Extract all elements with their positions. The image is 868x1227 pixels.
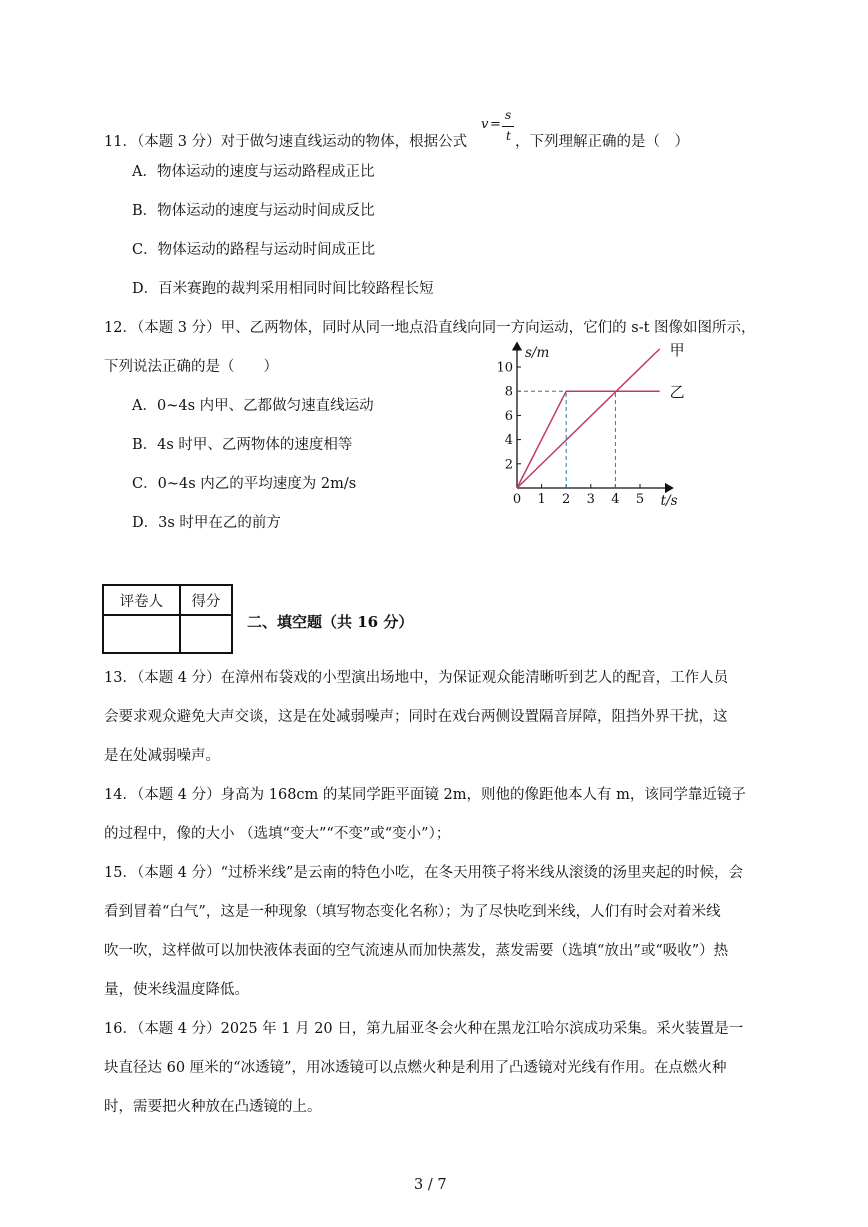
- q12-option-b: B．4s 时甲、乙两物体的速度相等: [132, 437, 353, 453]
- y-tick-label-4: 4: [504, 433, 513, 449]
- y-tick-label-6: 6: [504, 408, 513, 424]
- series-line-yi: [517, 391, 660, 488]
- x-tick-label-3: 3: [586, 492, 595, 507]
- q12-option-d: D．3s 时甲在乙的前方: [132, 515, 281, 531]
- grader-header: 评卷人: [103, 585, 180, 615]
- y-axis-label: s/m: [525, 344, 550, 361]
- q11-option-b: B．物体运动的速度与运动时间成反比: [132, 203, 375, 219]
- series-line-jia: [517, 349, 660, 488]
- q12-option-a: A．0~4s 内甲、乙都做匀速直线运动: [132, 398, 374, 414]
- y-tick-label-2: 2: [504, 457, 513, 473]
- series-label-yi: 乙: [669, 383, 685, 402]
- q15-line3: 吹一吹，这样做可以加快液体表面的空气流速从而加快蒸发，蒸发需要（选填“放出”或“吸收”）热: [104, 943, 729, 959]
- x-tick-label-4: 4: [611, 492, 620, 507]
- q16-line1: 16．（本题 4 分）2025 年 1 月 20 日，第九届亚冬会火种在黑龙江哈尔滨成功采集。采火装置是一: [104, 1021, 744, 1037]
- x-tick-label-2: 2: [562, 492, 571, 507]
- q11-option-d: D．百米赛跑的裁判采用相同时间比较路程长短: [132, 281, 434, 297]
- formula-numerator: s: [505, 108, 512, 122]
- formula-denominator: t: [506, 129, 511, 143]
- q15-line4: 量，使米线温度降低。: [104, 982, 249, 998]
- score-table: [102, 584, 233, 654]
- q12-stem-line1: 12．（本题 3 分）甲、乙两物体，同时从同一地点沿直线向同一方向运动，它们的 s-t 图像如图所示，: [104, 320, 756, 336]
- score-header: 得分: [180, 585, 232, 615]
- q14-line1: 14．（本题 4 分）身高为 168cm 的某同学距平面镜 2m，则他的像距他本人有 m，该同学靠近镜子: [104, 787, 746, 803]
- y-tick-label-8: 8: [504, 384, 513, 400]
- page-number: 3 / 7: [414, 1177, 447, 1193]
- q11-option-c: C．物体运动的路程与运动时间成正比: [132, 242, 376, 258]
- score-cell: [180, 615, 232, 653]
- q16-line3: 时，需要把火种放在凸透镜的上。: [104, 1099, 322, 1115]
- y-tick-label-10: 10: [496, 360, 513, 376]
- x-tick-label-1: 1: [537, 492, 546, 507]
- section-title: 二、填空题（共 16 分）: [247, 613, 414, 631]
- q12-stem-line2: 下列说法正确的是（ ）: [104, 359, 278, 375]
- q15-line2: 看到冒着“白气”，这是一种现象（填写物态变化名称）；为了尽快吃到米线，人们有时会对着米线: [104, 904, 721, 920]
- grader-cell: [103, 615, 180, 653]
- q16-line2: 块直径达 60 厘米的“冰透镜”，用冰透镜可以点燃火种是利用了凸透镜对光线有作用。在点燃火种: [104, 1060, 727, 1076]
- q12-option-c: C．0~4s 内乙的平均速度为 2m/s: [132, 476, 357, 492]
- q11-stem-before: 11．（本题 3 分）对于做匀速直线运动的物体，根据公式: [104, 134, 468, 150]
- x-tick-label-0: 0: [512, 492, 522, 507]
- q15-line1: 15．（本题 4 分）“过桥米线”是云南的特色小吃，在冬天用筷子将米线从滚烫的汤里夹起的时候，会: [104, 865, 743, 881]
- q11-option-a: A．物体运动的速度与运动路程成正比: [132, 164, 375, 180]
- q13-line3: 是在处减弱噪声。: [104, 748, 220, 764]
- q14-line2: 的过程中，像的大小 （选填“变大”“不变”或“变小”）；: [104, 826, 451, 842]
- series-label-jia: 甲: [669, 340, 685, 359]
- fraction-bar: [502, 126, 514, 127]
- st-chart: [490, 336, 690, 516]
- formula-v: v: [481, 117, 489, 132]
- formula-eq: =: [490, 117, 501, 132]
- q13-line2: 会要求观众避免大声交谈，这是在处减弱噪声；同时在戏台两侧设置隔音屏障，阻挡外界干扰，这: [104, 709, 728, 725]
- q11-stem-after: ，下列理解正确的是（ ）: [515, 134, 689, 150]
- x-axis-label: t/s: [660, 493, 678, 509]
- q13-line1: 13．（本题 4 分）在漳州布袋戏的小型演出场地中，为保证观众能清晰听到艺人的配音，工作人员: [104, 670, 729, 686]
- x-tick-label-5: 5: [635, 492, 645, 507]
